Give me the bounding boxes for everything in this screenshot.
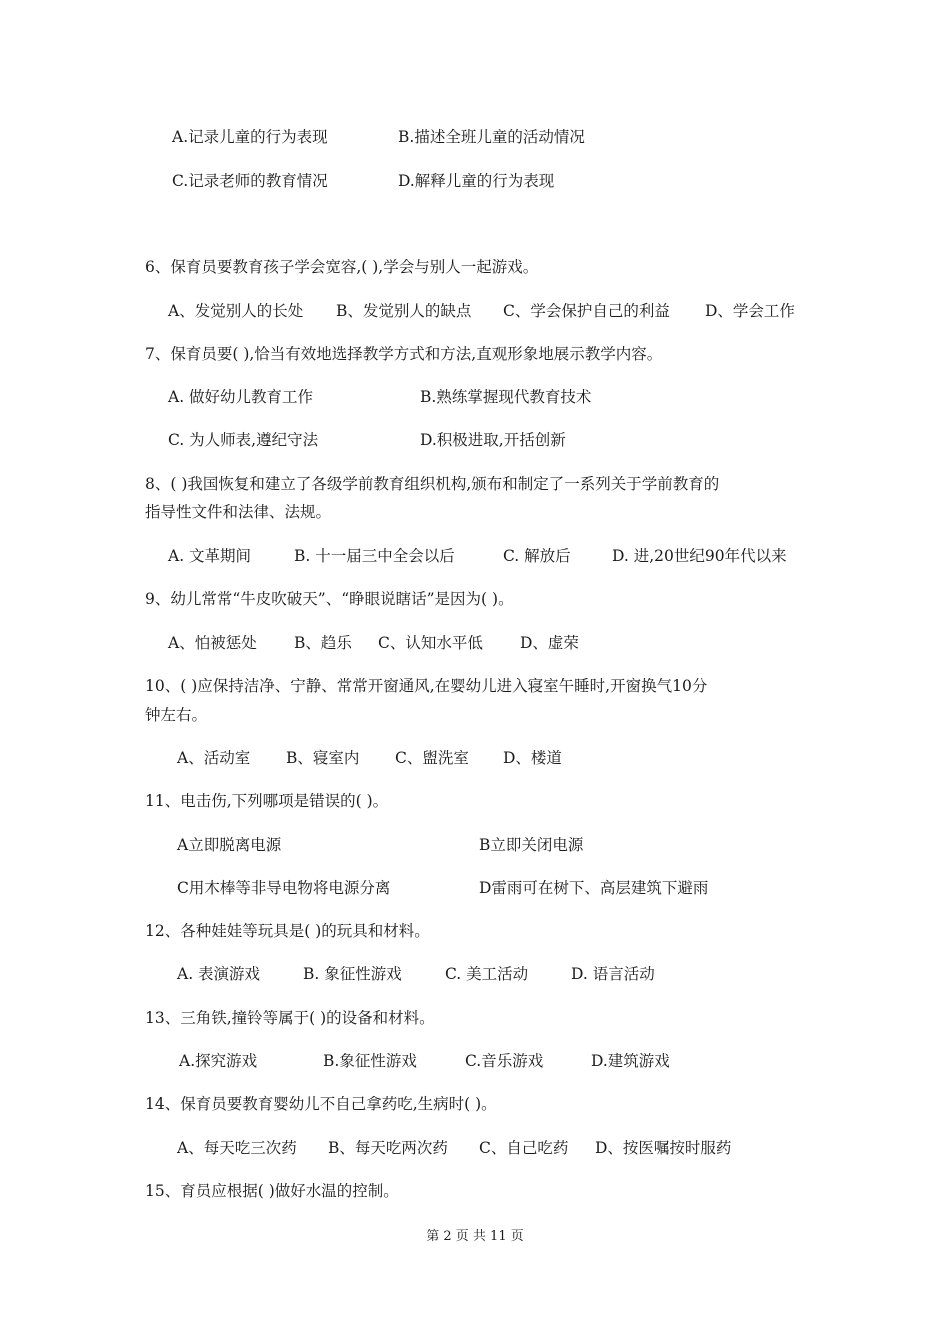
q13-option-a: A.探究游戏 xyxy=(179,1052,258,1070)
q12-option-c: C. 美工活动 xyxy=(445,965,529,983)
question-14-stem: 14、保育员要教育婴幼儿不自己拿药吃,生病时( )。 xyxy=(145,1095,497,1113)
q11-option-c: C用木棒等非导电物将电源分离 xyxy=(177,879,391,897)
question-8-stem-line1: 8、( )我国恢复和建立了各级学前教育组织机构,颁布和制定了一系列关于学前教育的 xyxy=(145,475,720,493)
q6-option-d: D、学会工作 xyxy=(705,302,795,320)
q6-option-a: A、发觉别人的长处 xyxy=(168,302,304,320)
q8-option-a: A. 文革期间 xyxy=(168,547,252,565)
question-10-stem-line1: 10、( )应保持洁净、宁静、常常开窗通风,在婴幼儿进入寝室午睡时,开窗换气10分 xyxy=(145,677,708,695)
option-b: B.描述全班儿童的活动情况 xyxy=(398,128,585,146)
q11-option-d: D雷雨可在树下、高层建筑下避雨 xyxy=(479,879,709,897)
question-15-stem: 15、育员应根据( )做好水温的控制。 xyxy=(145,1182,399,1200)
q8-option-d: D. 进,20世纪90年代以来 xyxy=(612,547,787,565)
q10-option-a: A、活动室 xyxy=(177,749,251,767)
question-6-stem: 6、保育员要教育孩子学会宽容,( ),学会与别人一起游戏。 xyxy=(145,258,539,276)
question-13-stem: 13、三角铁,撞铃等属于( )的设备和材料。 xyxy=(145,1009,435,1027)
q13-option-c: C.音乐游戏 xyxy=(465,1052,544,1070)
option-c: C.记录老师的教育情况 xyxy=(172,172,328,190)
question-9-stem: 9、幼儿常常“牛皮吹破天”、“睁眼说瞎话”是因为( )。 xyxy=(145,590,514,608)
q10-option-d: D、楼道 xyxy=(503,749,562,767)
q12-option-b: B. 象征性游戏 xyxy=(303,965,402,983)
q11-option-b: B立即关闭电源 xyxy=(479,836,584,854)
q14-option-d: D、按医嘱按时服药 xyxy=(595,1139,732,1157)
q10-option-c: C、盥洗室 xyxy=(395,749,469,767)
question-8-stem-line2: 指导性文件和法律、法规。 xyxy=(145,503,332,521)
q8-option-c: C. 解放后 xyxy=(503,547,571,565)
q6-option-b: B、发觉别人的缺点 xyxy=(336,302,472,320)
q11-option-a: A立即脱离电源 xyxy=(177,836,282,854)
q9-option-d: D、虚荣 xyxy=(520,634,579,652)
q9-option-a: A、怕被惩处 xyxy=(168,634,257,652)
q14-option-a: A、每天吃三次药 xyxy=(177,1139,297,1157)
q7-option-d: D.积极进取,开括创新 xyxy=(420,431,566,449)
q9-option-b: B、趋乐 xyxy=(294,634,352,652)
q14-option-c: C、自己吃药 xyxy=(479,1139,569,1157)
q14-option-b: B、每天吃两次药 xyxy=(328,1139,448,1157)
q8-option-b: B. 十一届三中全会以后 xyxy=(294,547,455,565)
question-7-stem: 7、保育员要( ),恰当有效地选择教学方式和方法,直观形象地展示教学内容。 xyxy=(145,345,663,363)
question-10-stem-line2: 钟左右。 xyxy=(145,706,208,724)
question-11-stem: 11、电击伤,下列哪项是错误的( )。 xyxy=(145,792,389,810)
question-12-stem: 12、各种娃娃等玩具是( )的玩具和材料。 xyxy=(145,922,430,940)
q10-option-b: B、寝室内 xyxy=(286,749,360,767)
q7-option-a: A. 做好幼儿教育工作 xyxy=(168,388,314,406)
q6-option-c: C、学会保护自己的利益 xyxy=(503,302,670,320)
q13-option-d: D.建筑游戏 xyxy=(591,1052,670,1070)
q13-option-b: B.象征性游戏 xyxy=(323,1052,417,1070)
q7-option-c: C. 为人师表,遵纪守法 xyxy=(168,431,319,449)
option-a: A.记录儿童的行为表现 xyxy=(172,128,328,146)
page-number-footer: 第 2 页 共 11 页 xyxy=(426,1229,524,1244)
q7-option-b: B.熟练掌握现代教育技术 xyxy=(420,388,592,406)
q9-option-c: C、认知水平低 xyxy=(378,634,483,652)
q12-option-a: A. 表演游戏 xyxy=(177,965,261,983)
q12-option-d: D. 语言活动 xyxy=(571,965,655,983)
option-d: D.解释儿童的行为表现 xyxy=(398,172,555,190)
